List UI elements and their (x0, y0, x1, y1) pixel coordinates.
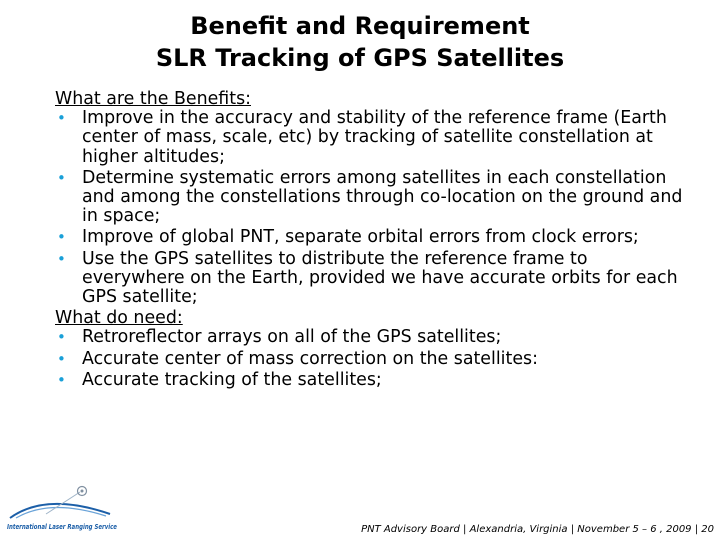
list-item (55, 169, 695, 227)
need-text: Accurate center of mass correction on the satellites: (82, 348, 538, 369)
slide-title-line-2: SLR Tracking of GPS Satellites (155, 44, 565, 72)
slide-title (0, 10, 720, 74)
need-text: Accurate tracking of the satellites; (82, 369, 382, 390)
bullet-icon: • (57, 168, 66, 187)
bullet-icon: • (57, 109, 66, 128)
bullet-icon: • (57, 249, 66, 268)
benefit-text: Use the GPS satellites to distribute the reference frame to everywhere on the Earth, provided we have accurate orbits for each GPS satellite; (82, 248, 678, 308)
bullet-icon: • (57, 228, 66, 247)
benefits-list (55, 109, 695, 307)
slide-body (55, 90, 695, 392)
list-item (55, 250, 695, 308)
list-item (55, 228, 695, 247)
list-item (55, 371, 695, 390)
benefit-text: Determine systematic errors among satellites in each constellation and among the constellations through co-location on the ground and in space; (82, 167, 683, 227)
slide-title-line-1: Benefit and Requirement (190, 12, 530, 40)
list-item (55, 109, 695, 167)
need-text: Retroreflector arrays on all of the GPS satellites; (82, 327, 502, 348)
needs-heading: What do need: (55, 308, 183, 329)
bullet-icon: • (57, 328, 66, 347)
benefit-text: Improve of global PNT, separate orbital errors from clock errors; (82, 227, 639, 248)
list-item (55, 350, 695, 369)
benefits-heading: What are the Benefits: (55, 89, 251, 109)
needs-list (55, 328, 695, 390)
list-item (55, 328, 695, 347)
benefit-text: Improve in the accuracy and stability of the reference frame (Earth center of mass, scale, etc) by tracking of satellite constellation at higher altitudes; (82, 108, 667, 167)
ilrs-logo-icon (6, 484, 118, 534)
slide-footer: PNT Advisory Board | Alexandria, Virginia | November 5 – 6 , 2009 | 20 (361, 524, 714, 535)
ilrs-logo (6, 484, 118, 534)
bullet-icon: • (57, 370, 66, 389)
logo-text: International Laser Ranging Service (7, 522, 118, 531)
bullet-icon: • (57, 349, 66, 368)
